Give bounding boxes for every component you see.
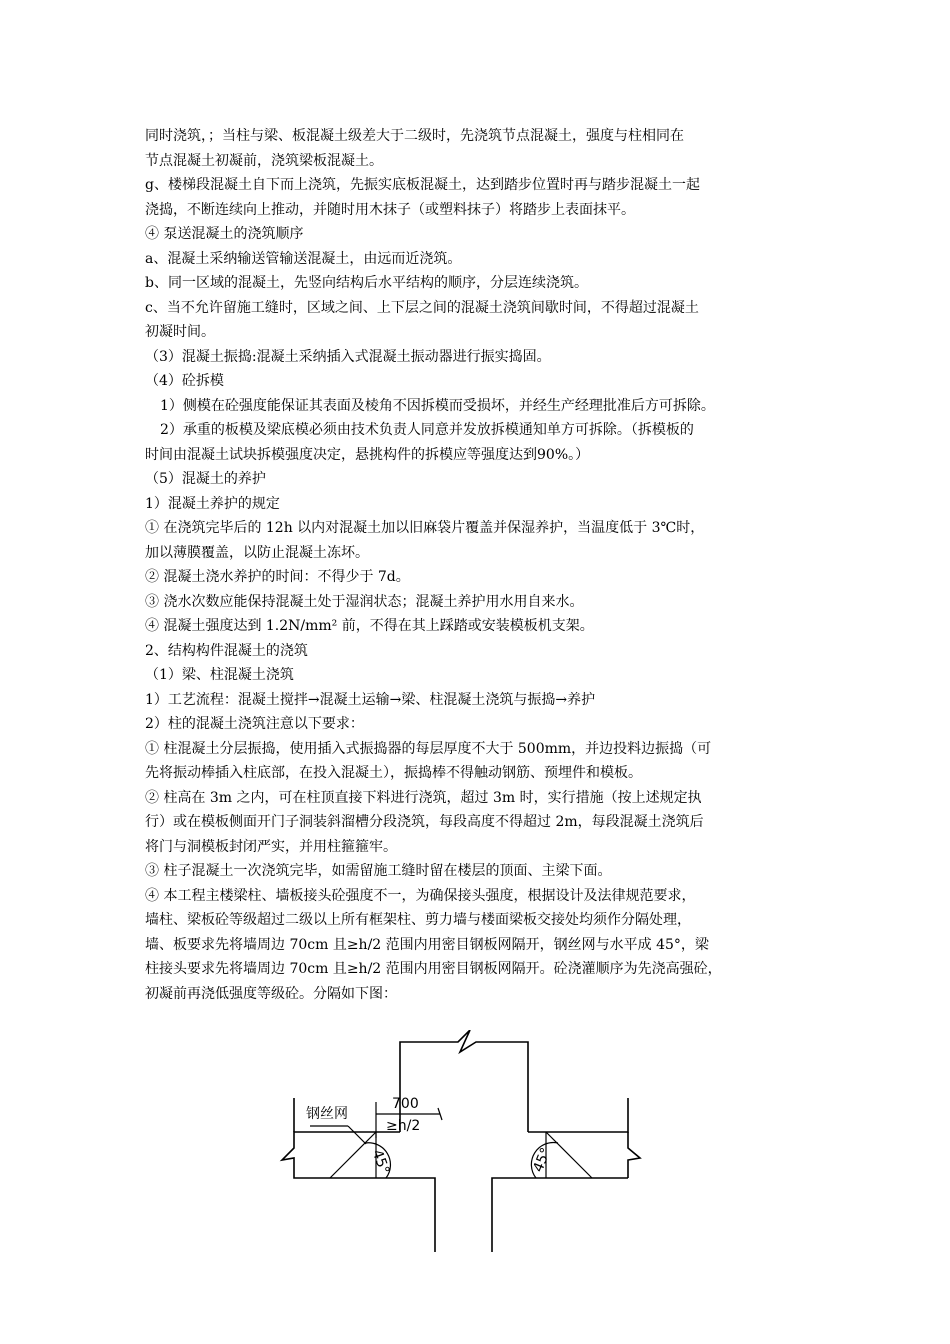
dimension-700-label: 700 — [392, 1096, 419, 1112]
beam-left-bottom-edge — [294, 1170, 435, 1252]
text-line-3: g、楼梯段混凝土自下而上浇筑，先振实底板混凝土，达到踏步位置时再与踏步混凝土一起 — [145, 177, 700, 193]
text-line-30: 将门与洞模板封闭严实，并用柱箍箍牢。 — [145, 838, 397, 855]
text-line-13: 2）承重的板模及梁底模必须由技术负责人同意并发放拆模通知单方可拆除。（拆模板的 — [160, 422, 694, 438]
beam-column-joint-diagram — [270, 1030, 650, 1262]
text-line-36: 初凝前再浇低强度等级砼。分隔如下图： — [145, 985, 397, 1002]
text-line-34: 墙、板要求先将墙周边 70cm 且≥h/2 范围内用密目钢板网隔开，钢丝网与水平成 45°，梁 — [145, 936, 709, 953]
text-line-35: 柱接头要求先将墙周边 70cm 且≥h/2 范围内用密目钢板网隔开。砼浇灌顺序为先浇高强砼， — [145, 961, 722, 977]
joint-drawing — [270, 1030, 650, 1262]
text-line-28: ② 柱高在 3m 之内，可在柱顶直接下料进行浇筑，超过 3m 时，实行措施（按上述规定执 — [145, 789, 702, 806]
text-line-15: （5）混凝土的养护 — [145, 471, 266, 487]
text-line-23: （1）梁、柱混凝土浇筑 — [145, 667, 294, 683]
text-line-17: ① 在浇筑完毕后的 12h 以内对混凝土加以旧麻袋片覆盖并保湿养护，当温度低于 3℃时， — [145, 520, 705, 536]
text-line-18: 加以薄膜覆盖，以防止混凝土冻坏。 — [145, 544, 369, 561]
text-line-31: ③ 柱子混凝土一次浇筑完毕，如需留施工缝时留在楼层的顶面、主梁下面。 — [145, 863, 612, 879]
text-line-14: 时间由混凝土试块拆模强度决定，悬挑构件的拆模应等强度达到90%。） — [145, 446, 590, 463]
text-line-26: ① 柱混凝土分层振捣，使用插入式振捣器的每层厚度不大于 500mm，并边投料边振捣（可 — [145, 740, 712, 757]
beam-right-bottom-edge — [492, 1178, 628, 1252]
text-line-24: 1）工艺流程：混凝土搅拌→混凝土运输→梁、柱混凝土浇筑与振捣→养护 — [145, 691, 596, 708]
document-body — [145, 124, 817, 1006]
angle-45-right-label: 45° — [530, 1145, 555, 1175]
text-line-11: （4）砼拆模 — [145, 373, 224, 389]
text-line-16: 1）混凝土养护的规定 — [145, 495, 280, 512]
column-top-outline — [400, 1030, 528, 1132]
text-line-27: 先将振动棒插入柱底部，在投入混凝土），振捣棒不得触动钢筋、预埋件和模板。 — [145, 765, 642, 781]
mesh-label: 钢丝网 — [306, 1106, 348, 1122]
text-line-9: 初凝时间。 — [145, 324, 215, 340]
text-line-2: 节点混凝土初凝前，浇筑梁板混凝土。 — [145, 152, 383, 169]
text-line-7: b、同一区域的混凝土，先竖向结构后水平结构的顺序，分层连续浇筑。 — [145, 275, 588, 291]
text-line-10: （3）混凝土振捣:混凝土采纳插入式混凝土振动器进行振实捣固。 — [145, 348, 551, 365]
text-line-29: 行）或在模板侧面开门子洞装斜溜槽分段浇筑，每段高度不得超过 2m，每段混凝土浇筑后 — [145, 814, 704, 830]
dimension-h2-label: ≥h/2 — [386, 1118, 421, 1134]
beam-right-break — [628, 1132, 640, 1178]
text-line-6: a、混凝土采纳输送管输送混凝土，由远而近浇筑。 — [145, 250, 462, 267]
text-line-21: ④ 混凝土强度达到 1.2N/mm² 前，不得在其上踩踏或安装模板机支架。 — [145, 618, 594, 634]
angle-45-left-label: 45° — [368, 1147, 393, 1177]
text-line-12: 1）侧模在砼强度能保证其表面及棱角不因拆模而受损坏，并经生产经理批准后方可拆除。 — [160, 397, 715, 414]
text-line-32: ④ 本工程主楼梁柱、墙板接头砼强度不一，为确保接头强度，根据设计及法律规范要求， — [145, 887, 696, 904]
text-line-8: c、当不允许留施工缝时，区域之间、上下层之间的混凝土浇筑间歇时间，不得超过混凝土 — [145, 299, 699, 316]
text-line-33: 墙柱、梁板砼等级超过二级以上所有框架柱、剪力墙与楼面梁板交接处均须作分隔处理， — [145, 912, 691, 928]
mesh-leader-diagonal — [348, 1126, 366, 1144]
beam-right-top-edge — [528, 1098, 628, 1132]
text-line-4: 浇捣，不断连续向上推动，并随时用木抹子（或塑料抹子）将踏步上表面抹平。 — [145, 201, 635, 218]
text-line-1: 同时浇筑，；当柱与梁、板混凝土级差大于二级时，先浇筑节点混凝土，强度与柱相同在 — [145, 128, 684, 144]
text-line-22: 2、结构构件混凝土的浇筑 — [145, 642, 308, 659]
text-line-19: ② 混凝土浇水养护的时间：不得少于 7d。 — [145, 569, 410, 585]
text-line-20: ③ 浇水次数应能保持混凝土处于湿润状态；混凝土养护用水用自来水。 — [145, 593, 584, 610]
text-line-5: ④ 泵送混凝土的浇筑顺序 — [145, 226, 304, 242]
text-line-25: 2）柱的混凝土浇筑注意以下要求： — [145, 716, 364, 732]
